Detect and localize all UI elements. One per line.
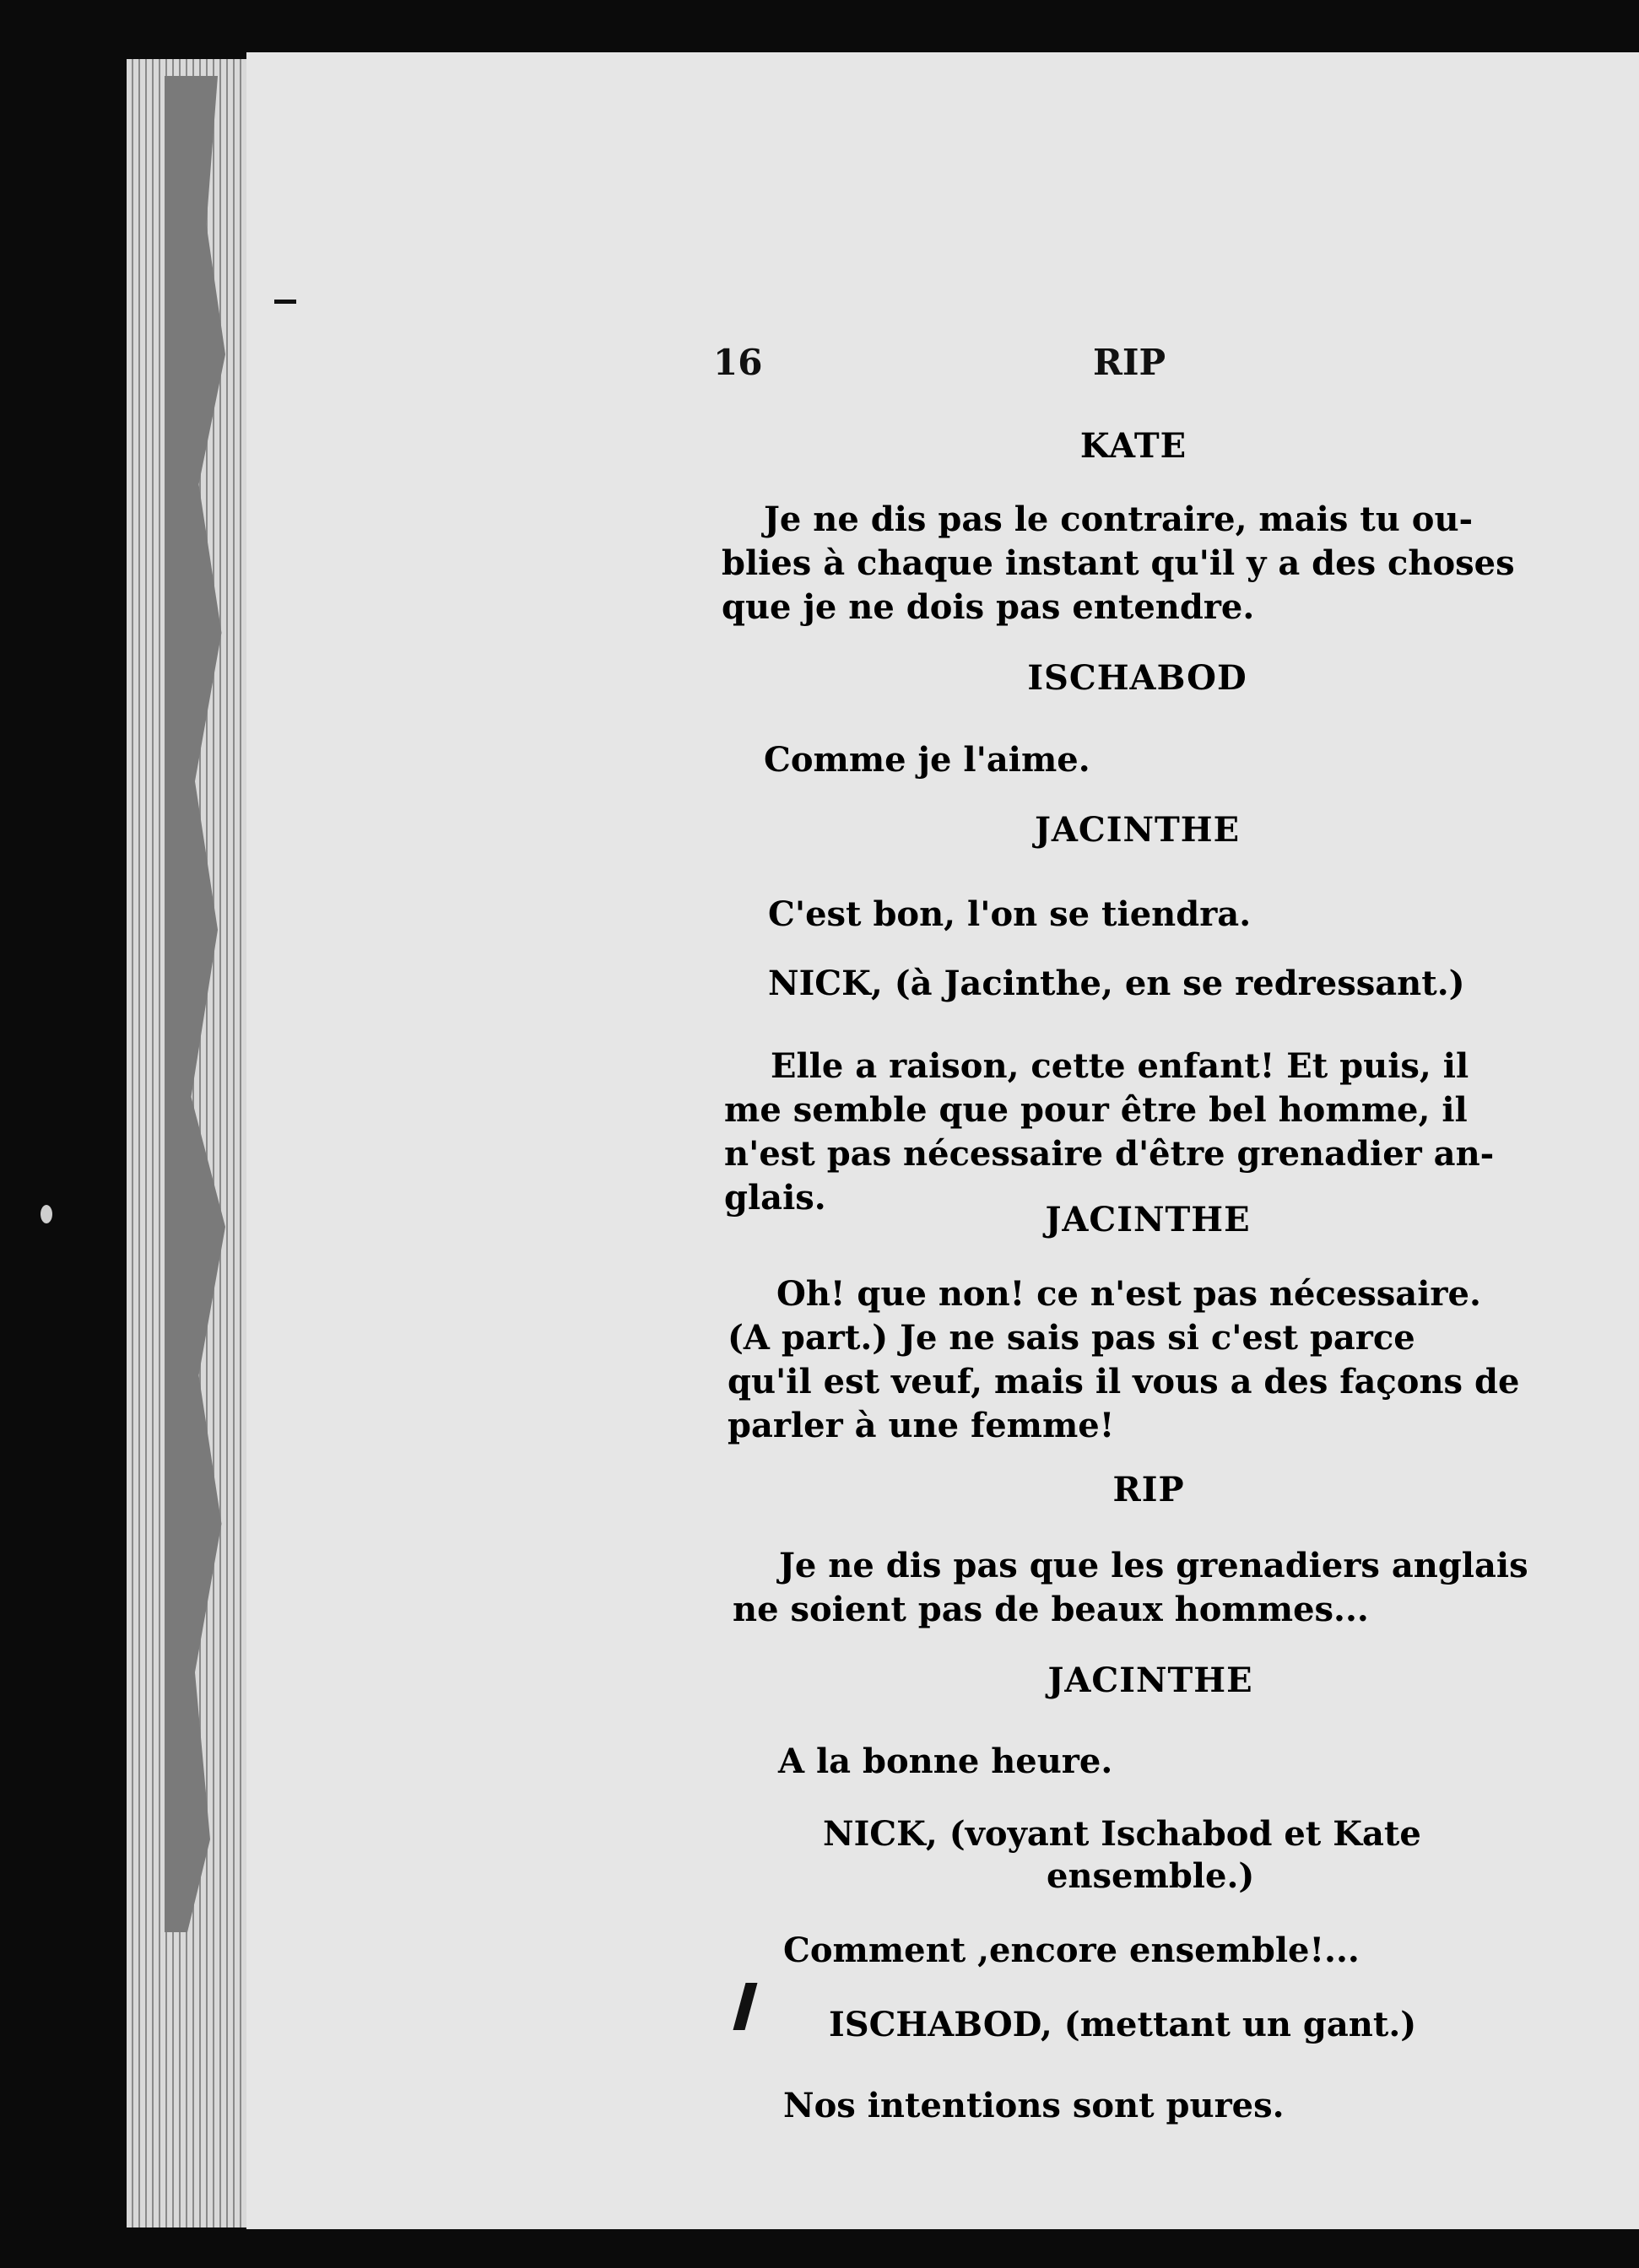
- speech-line: Comment ,encore ensemble!...: [783, 1930, 1360, 1970]
- stage-direction: NICK, (à Jacinthe, en se redressant.): [768, 964, 1465, 1003]
- speech-line: me semble que pour être bel homme, il: [724, 1090, 1468, 1130]
- speaker-name: KATE: [1079, 426, 1187, 466]
- speech-line: qu'il est veuf, mais il vous a des façons de: [728, 1362, 1520, 1401]
- speech-line: A la bonne heure.: [778, 1742, 1113, 1781]
- speaker-name: JACINTHE: [1047, 1660, 1253, 1700]
- speech-line: Je ne dis pas que les grenadiers anglais: [779, 1546, 1528, 1585]
- speech: [724, 1045, 1553, 1220]
- speech-line: ne soient pas de beaux hommes...: [733, 1590, 1369, 1629]
- running-title: RIP: [1093, 342, 1166, 383]
- speech-line: parler à une femme!: [728, 1406, 1115, 1445]
- speech-line: que je ne dois pas entendre.: [722, 587, 1255, 627]
- page-number: 16: [713, 342, 763, 383]
- speech-line: Comme je l'aime.: [764, 740, 1090, 780]
- speech: [783, 2084, 1568, 2128]
- scan-mark: [41, 1205, 52, 1223]
- speech: [783, 1929, 1568, 1973]
- stage-direction: NICK, (voyant Ischabod et Kate: [823, 1814, 1421, 1854]
- speech: [764, 738, 1553, 782]
- speech-line: blies à chaque instant qu'il y a des choses: [722, 543, 1515, 583]
- speech-line: n'est pas nécessaire d'être grenadier an-: [724, 1134, 1495, 1174]
- speech-line: Nos intentions sont pures.: [783, 2086, 1285, 2125]
- speech: [733, 1544, 1568, 1632]
- speech: [778, 1740, 1563, 1784]
- stage-direction: ISCHABOD, (mettant un gant.): [829, 2005, 1417, 2044]
- speech-line: Je ne dis pas le contraire, mais tu ou-: [764, 500, 1474, 539]
- speaker-name: RIP: [1112, 1470, 1185, 1509]
- speech: [768, 893, 1553, 937]
- speech-line: C'est bon, l'on se tiendra.: [768, 894, 1252, 934]
- speaker-name: ISCHABOD: [1027, 658, 1247, 698]
- speech-line: glais.: [724, 1178, 826, 1218]
- scan-mark: [274, 300, 296, 304]
- speech: [722, 498, 1553, 629]
- speaker-name: JACINTHE: [1045, 1200, 1251, 1239]
- speech-line: Oh! que non! ce n'est pas nécessaire.: [776, 1274, 1481, 1314]
- running-head: [713, 342, 1557, 392]
- stage-direction: ensemble.): [1047, 1856, 1255, 1896]
- speaker-name: JACINTHE: [1034, 810, 1241, 850]
- speech-line: Elle a raison, cette enfant! Et puis, il: [771, 1046, 1469, 1086]
- speech-line: (A part.) Je ne sais pas si c'est parce: [728, 1318, 1415, 1358]
- speech: [728, 1272, 1563, 1448]
